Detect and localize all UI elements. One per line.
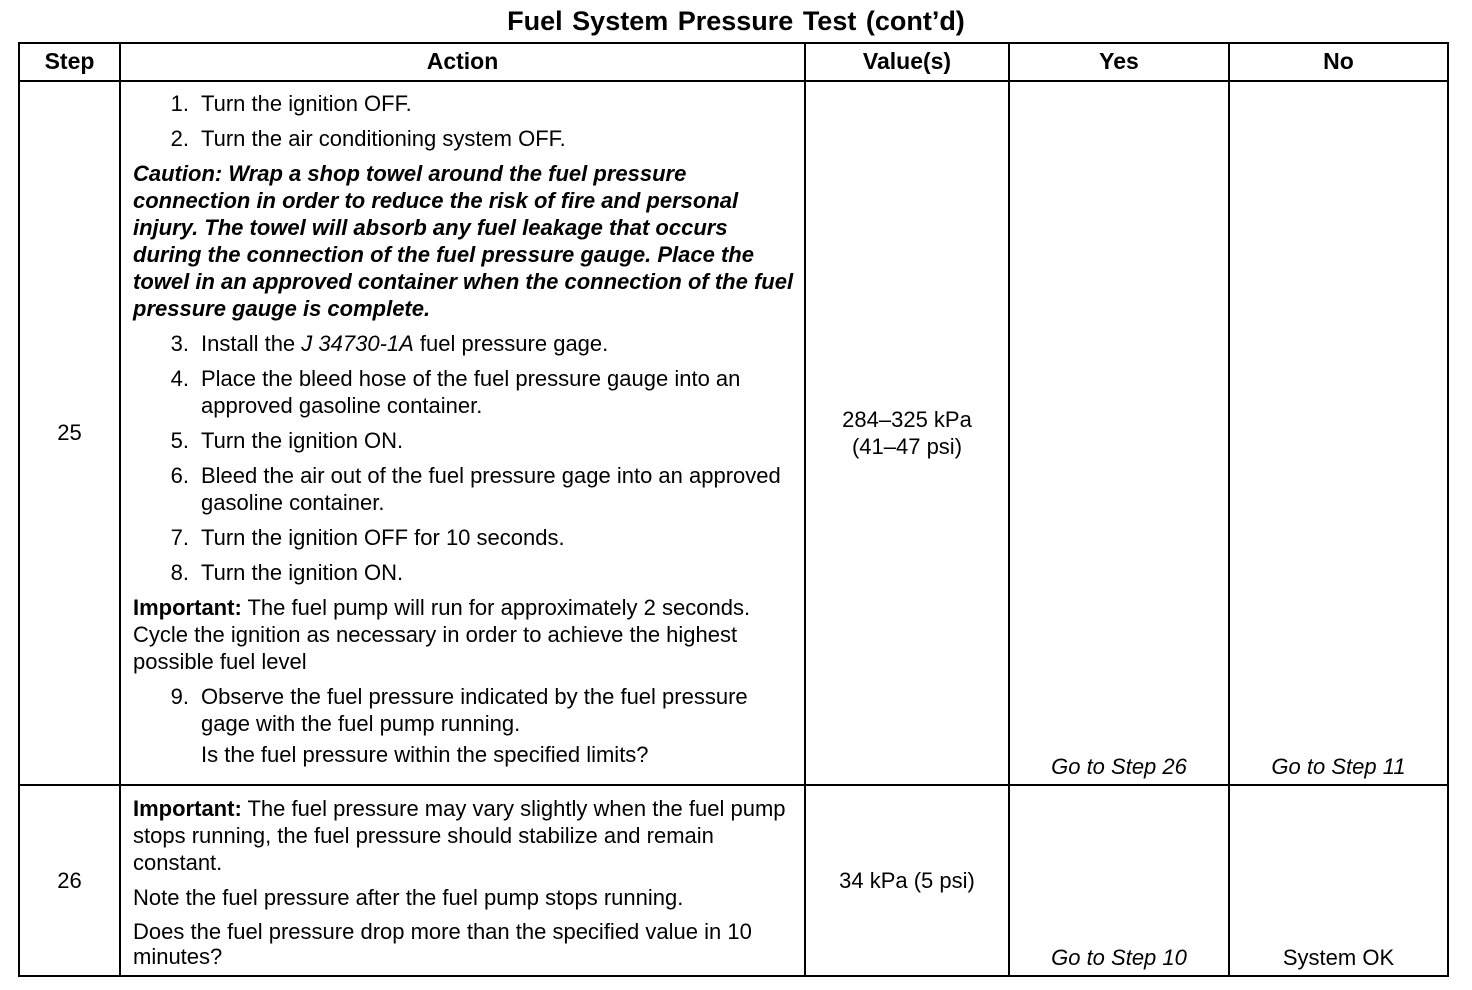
yes-result: Go to Step 26 <box>1009 81 1229 785</box>
question: Does the fuel pressure drop more than the specified value in 10 minutes? <box>133 919 752 969</box>
no-result: System OK <box>1229 785 1448 976</box>
header-step: Step <box>19 43 120 81</box>
step-number: 25 <box>19 81 120 785</box>
value-cell: 284–325 kPa (41–47 psi) <box>805 81 1009 785</box>
list-item: 9. Observe the fuel pressure indicated by the fuel pressure gage with the fuel pump running. <box>170 684 748 736</box>
list-item: 8. Turn the ignition ON. <box>170 560 404 585</box>
question: Is the fuel pressure within the specified limits? <box>201 742 649 767</box>
page-title: Fuel System Pressure Test (cont’d) <box>507 6 965 36</box>
procedure-table <box>18 42 1449 977</box>
action-cell <box>120 81 805 785</box>
list-item: 1. Turn the ignition OFF. <box>170 91 412 116</box>
tool-number: J 34730-1A <box>301 331 414 356</box>
list-item: 5. Turn the ignition ON. <box>170 428 404 453</box>
table-row <box>19 785 1448 976</box>
important-note: Important: The fuel pressure may vary slightly when the fuel pump stops running, the fuel pressure should stabilize and remain constant. <box>133 796 786 875</box>
table-row <box>19 81 1448 785</box>
no-result: Go to Step 11 <box>1229 81 1448 785</box>
list-item: 6. Bleed the air out of the fuel pressure gage into an approved gasoline container. <box>170 463 781 515</box>
value-cell: 34 kPa (5 psi) <box>805 785 1009 976</box>
caution-text: Caution: Wrap a shop towel around the fuel pressure connection in order to reduce the risk of fire and personal injury. The towel will absorb any fuel leakage that occurs during the connection of the fuel pressure gauge. Place the towel in an approved container when the connection of the fuel pressure gauge is complete. <box>133 161 794 321</box>
list-item: 3. Install the J 34730-1A fuel pressure gage. <box>170 331 609 356</box>
important-note: Important: The fuel pump will run for approximately 2 seconds. Cycle the ignition as necessary in order to achieve the highest possible fuel level <box>133 595 751 674</box>
action-cell <box>120 785 805 976</box>
list-item: 2. Turn the air conditioning system OFF. <box>170 126 566 151</box>
header-values: Value(s) <box>805 43 1009 81</box>
header-row <box>19 43 1448 81</box>
header-yes: Yes <box>1009 43 1229 81</box>
note-text: Note the fuel pressure after the fuel pump stops running. <box>133 885 684 910</box>
list-item: 7. Turn the ignition OFF for 10 seconds. <box>170 525 565 550</box>
header-no: No <box>1229 43 1448 81</box>
step-number: 26 <box>19 785 120 976</box>
header-action: Action <box>120 43 805 81</box>
list-item: 4. Place the bleed hose of the fuel pressure gauge into an approved gasoline container. <box>170 366 741 418</box>
yes-result: Go to Step 10 <box>1009 785 1229 976</box>
